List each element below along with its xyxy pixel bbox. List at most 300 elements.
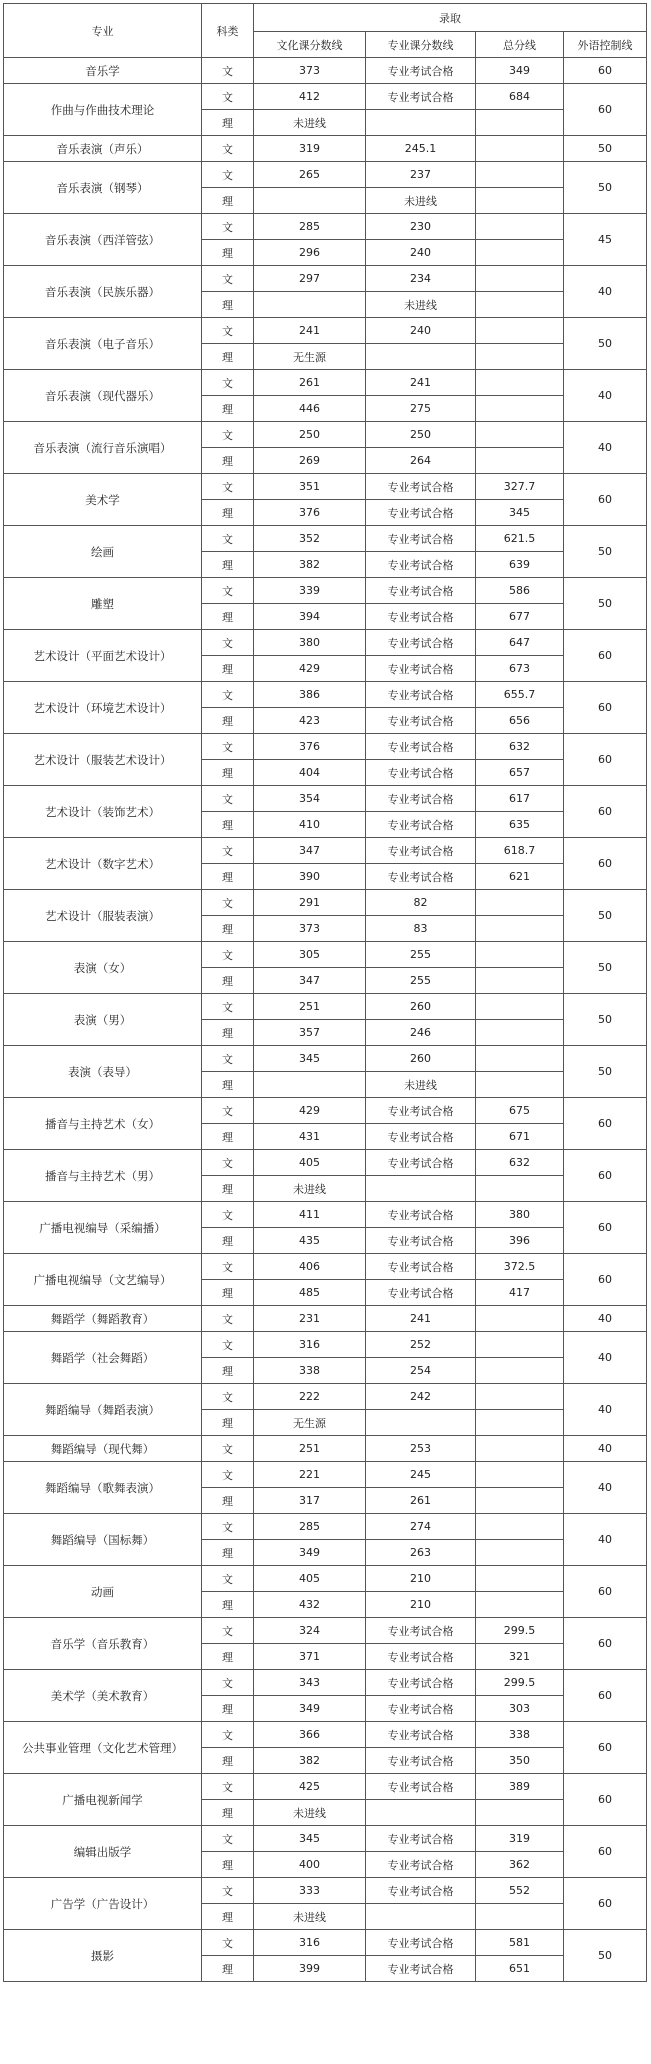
culture-score-cell: 405 — [254, 1566, 366, 1592]
category-cell: 文 — [202, 84, 254, 110]
total-score-cell — [476, 1462, 564, 1488]
culture-score-cell: 269 — [254, 448, 366, 474]
culture-score-cell — [254, 292, 366, 318]
major-name-cell: 艺术设计（服装表演） — [4, 890, 202, 942]
category-cell: 文 — [202, 1436, 254, 1462]
professional-score-cell: 未进线 — [366, 1072, 476, 1098]
category-cell: 文 — [202, 474, 254, 500]
major-name-cell: 表演（男） — [4, 994, 202, 1046]
category-cell: 文 — [202, 1566, 254, 1592]
culture-score-cell: 373 — [254, 58, 366, 84]
major-name-cell: 舞蹈学（舞蹈教育） — [4, 1306, 202, 1332]
foreign-language-line-cell: 40 — [564, 1332, 647, 1384]
category-cell: 理 — [202, 1592, 254, 1618]
culture-score-cell: 390 — [254, 864, 366, 890]
total-score-cell — [476, 422, 564, 448]
professional-score-cell: 263 — [366, 1540, 476, 1566]
professional-score-cell: 274 — [366, 1514, 476, 1540]
professional-score-cell — [366, 1904, 476, 1930]
total-score-cell: 635 — [476, 812, 564, 838]
professional-score-cell: 专业考试合格 — [366, 630, 476, 656]
professional-score-cell: 260 — [366, 1046, 476, 1072]
professional-score-cell: 未进线 — [366, 292, 476, 318]
culture-score-cell: 317 — [254, 1488, 366, 1514]
professional-score-cell: 255 — [366, 968, 476, 994]
category-cell: 文 — [202, 578, 254, 604]
category-cell: 理 — [202, 1748, 254, 1774]
table-row — [4, 84, 647, 110]
professional-score-cell: 专业考试合格 — [366, 1696, 476, 1722]
foreign-language-line-cell: 60 — [564, 1254, 647, 1306]
culture-score-cell: 297 — [254, 266, 366, 292]
culture-score-cell: 未进线 — [254, 110, 366, 136]
category-cell: 文 — [202, 1384, 254, 1410]
category-cell: 理 — [202, 448, 254, 474]
major-name-cell: 舞蹈学（社会舞蹈） — [4, 1332, 202, 1384]
culture-score-cell: 411 — [254, 1202, 366, 1228]
table-row — [4, 214, 647, 240]
category-cell: 理 — [202, 708, 254, 734]
culture-score-cell: 未进线 — [254, 1800, 366, 1826]
professional-score-cell: 专业考试合格 — [366, 1228, 476, 1254]
total-score-cell: 372.5 — [476, 1254, 564, 1280]
total-score-cell — [476, 1566, 564, 1592]
culture-score-cell: 406 — [254, 1254, 366, 1280]
total-score-cell — [476, 1020, 564, 1046]
professional-score-cell: 专业考试合格 — [366, 552, 476, 578]
major-name-cell: 广播电视编导（采编播） — [4, 1202, 202, 1254]
foreign-language-line-cell: 50 — [564, 578, 647, 630]
total-score-cell: 675 — [476, 1098, 564, 1124]
category-cell: 理 — [202, 968, 254, 994]
culture-score-cell: 222 — [254, 1384, 366, 1410]
major-name-cell: 公共事业管理（文化艺术管理） — [4, 1722, 202, 1774]
culture-score-cell: 未进线 — [254, 1904, 366, 1930]
culture-score-cell: 371 — [254, 1644, 366, 1670]
professional-score-cell: 专业考试合格 — [366, 84, 476, 110]
major-name-cell: 表演（女） — [4, 942, 202, 994]
total-score-cell — [476, 188, 564, 214]
culture-score-cell: 339 — [254, 578, 366, 604]
professional-score-cell: 专业考试合格 — [366, 1878, 476, 1904]
professional-score-cell — [366, 344, 476, 370]
category-cell: 文 — [202, 318, 254, 344]
table-row — [4, 630, 647, 656]
culture-score-cell: 305 — [254, 942, 366, 968]
table-row — [4, 786, 647, 812]
total-score-cell: 389 — [476, 1774, 564, 1800]
major-name-cell: 音乐表演（电子音乐） — [4, 318, 202, 370]
foreign-language-line-cell: 60 — [564, 682, 647, 734]
professional-score-cell: 专业考试合格 — [366, 812, 476, 838]
table-row — [4, 682, 647, 708]
table-row — [4, 578, 647, 604]
culture-score-cell: 423 — [254, 708, 366, 734]
table-row — [4, 1384, 647, 1410]
professional-score-cell: 专业考试合格 — [366, 1150, 476, 1176]
table-row — [4, 1670, 647, 1696]
category-cell: 文 — [202, 58, 254, 84]
category-cell: 文 — [202, 682, 254, 708]
total-score-cell: 303 — [476, 1696, 564, 1722]
table-row — [4, 526, 647, 552]
category-cell: 文 — [202, 1618, 254, 1644]
table-row — [4, 1202, 647, 1228]
professional-score-cell: 专业考试合格 — [366, 1644, 476, 1670]
culture-score-cell: 425 — [254, 1774, 366, 1800]
culture-score-cell: 404 — [254, 760, 366, 786]
category-cell: 文 — [202, 1150, 254, 1176]
table-row — [4, 1930, 647, 1956]
foreign-language-line-cell: 60 — [564, 786, 647, 838]
professional-score-cell: 254 — [366, 1358, 476, 1384]
category-cell: 理 — [202, 1072, 254, 1098]
total-score-cell: 621.5 — [476, 526, 564, 552]
professional-score-cell: 专业考试合格 — [366, 526, 476, 552]
professional-score-cell: 专业考试合格 — [366, 1098, 476, 1124]
culture-score-cell: 485 — [254, 1280, 366, 1306]
total-score-cell: 417 — [476, 1280, 564, 1306]
total-score-cell — [476, 1436, 564, 1462]
table-row — [4, 1826, 647, 1852]
culture-score-cell: 435 — [254, 1228, 366, 1254]
table-row — [4, 734, 647, 760]
foreign-language-line-cell: 60 — [564, 1774, 647, 1826]
major-name-cell: 美术学（美术教育） — [4, 1670, 202, 1722]
professional-score-cell: 261 — [366, 1488, 476, 1514]
total-score-cell: 651 — [476, 1956, 564, 1982]
category-cell: 理 — [202, 1124, 254, 1150]
professional-score-cell: 210 — [366, 1592, 476, 1618]
major-name-cell: 艺术设计（数字艺术） — [4, 838, 202, 890]
major-name-cell: 音乐表演（流行音乐演唱） — [4, 422, 202, 474]
major-name-cell: 美术学 — [4, 474, 202, 526]
category-cell: 文 — [202, 942, 254, 968]
culture-score-cell: 241 — [254, 318, 366, 344]
professional-score-cell: 275 — [366, 396, 476, 422]
professional-score-cell: 230 — [366, 214, 476, 240]
category-cell: 文 — [202, 890, 254, 916]
culture-score-cell: 316 — [254, 1930, 366, 1956]
culture-score-cell: 338 — [254, 1358, 366, 1384]
foreign-language-line-cell: 50 — [564, 318, 647, 370]
table-row — [4, 1566, 647, 1592]
category-cell: 理 — [202, 1800, 254, 1826]
table-row — [4, 1306, 647, 1332]
table-row — [4, 1254, 647, 1280]
category-cell: 文 — [202, 1202, 254, 1228]
header-professional-score: 专业课分数线 — [366, 32, 476, 58]
major-name-cell: 音乐学（音乐教育） — [4, 1618, 202, 1670]
professional-score-cell: 专业考试合格 — [366, 734, 476, 760]
professional-score-cell: 专业考试合格 — [366, 58, 476, 84]
total-score-cell: 677 — [476, 604, 564, 630]
professional-score-cell: 专业考试合格 — [366, 786, 476, 812]
total-score-cell: 299.5 — [476, 1618, 564, 1644]
category-cell: 文 — [202, 1254, 254, 1280]
foreign-language-line-cell: 60 — [564, 1826, 647, 1878]
professional-score-cell: 专业考试合格 — [366, 1774, 476, 1800]
foreign-language-line-cell: 60 — [564, 84, 647, 136]
total-score-cell: 671 — [476, 1124, 564, 1150]
total-score-cell: 349 — [476, 58, 564, 84]
total-score-cell — [476, 344, 564, 370]
major-name-cell: 艺术设计（服装艺术设计） — [4, 734, 202, 786]
total-score-cell: 639 — [476, 552, 564, 578]
professional-score-cell: 专业考试合格 — [366, 1280, 476, 1306]
total-score-cell — [476, 968, 564, 994]
foreign-language-line-cell: 60 — [564, 1618, 647, 1670]
professional-score-cell — [366, 1800, 476, 1826]
category-cell: 理 — [202, 1956, 254, 1982]
total-score-cell — [476, 1384, 564, 1410]
total-score-cell: 396 — [476, 1228, 564, 1254]
culture-score-cell: 291 — [254, 890, 366, 916]
culture-score-cell: 316 — [254, 1332, 366, 1358]
major-name-cell: 绘画 — [4, 526, 202, 578]
category-cell: 文 — [202, 1046, 254, 1072]
total-score-cell — [476, 1514, 564, 1540]
culture-score-cell: 347 — [254, 968, 366, 994]
professional-score-cell: 专业考试合格 — [366, 656, 476, 682]
total-score-cell: 632 — [476, 1150, 564, 1176]
professional-score-cell: 245.1 — [366, 136, 476, 162]
foreign-language-line-cell: 60 — [564, 1566, 647, 1618]
professional-score-cell: 专业考试合格 — [366, 682, 476, 708]
header-culture-score: 文化课分数线 — [254, 32, 366, 58]
culture-score-cell: 412 — [254, 84, 366, 110]
category-cell: 文 — [202, 1930, 254, 1956]
table-row — [4, 1332, 647, 1358]
culture-score-cell: 未进线 — [254, 1176, 366, 1202]
culture-score-cell: 431 — [254, 1124, 366, 1150]
category-cell: 文 — [202, 1306, 254, 1332]
foreign-language-line-cell: 50 — [564, 890, 647, 942]
foreign-language-line-cell: 40 — [564, 1462, 647, 1514]
category-cell: 文 — [202, 734, 254, 760]
table-row — [4, 136, 647, 162]
category-cell: 理 — [202, 1644, 254, 1670]
total-score-cell — [476, 292, 564, 318]
total-score-cell — [476, 994, 564, 1020]
category-cell: 文 — [202, 1878, 254, 1904]
major-name-cell: 广播电视新闻学 — [4, 1774, 202, 1826]
culture-score-cell: 347 — [254, 838, 366, 864]
table-row — [4, 474, 647, 500]
category-cell: 文 — [202, 1098, 254, 1124]
major-name-cell: 播音与主持艺术（男） — [4, 1150, 202, 1202]
culture-score-cell: 380 — [254, 630, 366, 656]
foreign-language-line-cell: 60 — [564, 1098, 647, 1150]
major-name-cell: 编辑出版学 — [4, 1826, 202, 1878]
culture-score-cell: 231 — [254, 1306, 366, 1332]
major-name-cell: 音乐学 — [4, 58, 202, 84]
total-score-cell: 684 — [476, 84, 564, 110]
professional-score-cell: 242 — [366, 1384, 476, 1410]
total-score-cell: 581 — [476, 1930, 564, 1956]
total-score-cell: 618.7 — [476, 838, 564, 864]
total-score-cell: 321 — [476, 1644, 564, 1670]
category-cell: 理 — [202, 656, 254, 682]
major-name-cell: 舞蹈编导（国标舞） — [4, 1514, 202, 1566]
culture-score-cell: 285 — [254, 1514, 366, 1540]
category-cell: 理 — [202, 1228, 254, 1254]
professional-score-cell: 专业考试合格 — [366, 1748, 476, 1774]
table-row — [4, 1436, 647, 1462]
total-score-cell: 621 — [476, 864, 564, 890]
category-cell: 理 — [202, 1176, 254, 1202]
table-row — [4, 58, 647, 84]
culture-score-cell: 351 — [254, 474, 366, 500]
total-score-cell: 327.7 — [476, 474, 564, 500]
major-name-cell: 表演（表导） — [4, 1046, 202, 1098]
total-score-cell — [476, 370, 564, 396]
professional-score-cell: 240 — [366, 318, 476, 344]
culture-score-cell: 400 — [254, 1852, 366, 1878]
category-cell: 文 — [202, 1514, 254, 1540]
professional-score-cell: 专业考试合格 — [366, 604, 476, 630]
culture-score-cell: 349 — [254, 1696, 366, 1722]
table-row — [4, 890, 647, 916]
culture-score-cell: 410 — [254, 812, 366, 838]
total-score-cell: 552 — [476, 1878, 564, 1904]
category-cell: 理 — [202, 1488, 254, 1514]
professional-score-cell: 264 — [366, 448, 476, 474]
professional-score-cell: 专业考试合格 — [366, 500, 476, 526]
table-row — [4, 994, 647, 1020]
professional-score-cell: 专业考试合格 — [366, 1670, 476, 1696]
culture-score-cell: 373 — [254, 916, 366, 942]
culture-score-cell: 382 — [254, 552, 366, 578]
professional-score-cell: 237 — [366, 162, 476, 188]
foreign-language-line-cell: 40 — [564, 1514, 647, 1566]
total-score-cell — [476, 240, 564, 266]
table-row — [4, 1462, 647, 1488]
professional-score-cell: 246 — [366, 1020, 476, 1046]
culture-score-cell: 399 — [254, 1956, 366, 1982]
total-score-cell: 673 — [476, 656, 564, 682]
major-name-cell: 舞蹈编导（歌舞表演） — [4, 1462, 202, 1514]
total-score-cell — [476, 1306, 564, 1332]
major-name-cell: 音乐表演（西洋管弦） — [4, 214, 202, 266]
total-score-cell — [476, 396, 564, 422]
professional-score-cell: 专业考试合格 — [366, 578, 476, 604]
professional-score-cell: 专业考试合格 — [366, 1826, 476, 1852]
total-score-cell: 655.7 — [476, 682, 564, 708]
culture-score-cell: 376 — [254, 500, 366, 526]
professional-score-cell: 专业考试合格 — [366, 474, 476, 500]
table-row — [4, 942, 647, 968]
table-row — [4, 1150, 647, 1176]
foreign-language-line-cell: 60 — [564, 1670, 647, 1722]
total-score-cell: 299.5 — [476, 1670, 564, 1696]
category-cell: 理 — [202, 292, 254, 318]
major-name-cell: 雕塑 — [4, 578, 202, 630]
category-cell: 理 — [202, 812, 254, 838]
table-row — [4, 1098, 647, 1124]
total-score-cell: 617 — [476, 786, 564, 812]
culture-score-cell: 345 — [254, 1046, 366, 1072]
category-cell: 文 — [202, 136, 254, 162]
professional-score-cell: 253 — [366, 1436, 476, 1462]
table-row — [4, 370, 647, 396]
culture-score-cell: 382 — [254, 1748, 366, 1774]
category-cell: 理 — [202, 240, 254, 266]
category-cell: 文 — [202, 370, 254, 396]
foreign-language-line-cell: 50 — [564, 942, 647, 994]
professional-score-cell: 专业考试合格 — [366, 760, 476, 786]
foreign-language-line-cell: 60 — [564, 58, 647, 84]
table-row — [4, 1722, 647, 1748]
major-name-cell: 舞蹈编导（现代舞） — [4, 1436, 202, 1462]
foreign-language-line-cell: 50 — [564, 136, 647, 162]
culture-score-cell: 357 — [254, 1020, 366, 1046]
culture-score-cell: 285 — [254, 214, 366, 240]
culture-score-cell: 333 — [254, 1878, 366, 1904]
total-score-cell — [476, 916, 564, 942]
category-cell: 文 — [202, 1332, 254, 1358]
major-name-cell: 广告学（广告设计） — [4, 1878, 202, 1930]
culture-score-cell: 429 — [254, 1098, 366, 1124]
foreign-language-line-cell: 60 — [564, 1202, 647, 1254]
major-name-cell: 摄影 — [4, 1930, 202, 1982]
culture-score-cell: 345 — [254, 1826, 366, 1852]
total-score-cell: 647 — [476, 630, 564, 656]
culture-score-cell: 无生源 — [254, 344, 366, 370]
total-score-cell — [476, 110, 564, 136]
professional-score-cell: 专业考试合格 — [366, 1254, 476, 1280]
total-score-cell: 586 — [476, 578, 564, 604]
professional-score-cell: 250 — [366, 422, 476, 448]
culture-score-cell: 376 — [254, 734, 366, 760]
total-score-cell — [476, 1332, 564, 1358]
category-cell: 文 — [202, 630, 254, 656]
category-cell: 理 — [202, 344, 254, 370]
category-cell: 理 — [202, 1696, 254, 1722]
total-score-cell — [476, 1540, 564, 1566]
foreign-language-line-cell: 50 — [564, 1046, 647, 1098]
total-score-cell: 380 — [476, 1202, 564, 1228]
professional-score-cell: 专业考试合格 — [366, 1618, 476, 1644]
foreign-language-line-cell: 45 — [564, 214, 647, 266]
professional-score-cell: 82 — [366, 890, 476, 916]
header-foreign-language-line: 外语控制线 — [564, 32, 647, 58]
professional-score-cell: 240 — [366, 240, 476, 266]
foreign-language-line-cell: 50 — [564, 162, 647, 214]
table-row — [4, 1514, 647, 1540]
category-cell: 理 — [202, 864, 254, 890]
total-score-cell — [476, 1072, 564, 1098]
culture-score-cell: 251 — [254, 1436, 366, 1462]
foreign-language-line-cell: 40 — [564, 1384, 647, 1436]
major-name-cell: 艺术设计（平面艺术设计） — [4, 630, 202, 682]
table-row — [4, 266, 647, 292]
major-name-cell: 播音与主持艺术（女） — [4, 1098, 202, 1150]
culture-score-cell: 349 — [254, 1540, 366, 1566]
culture-score-cell: 324 — [254, 1618, 366, 1644]
total-score-cell — [476, 1410, 564, 1436]
culture-score-cell: 250 — [254, 422, 366, 448]
professional-score-cell: 专业考试合格 — [366, 1202, 476, 1228]
total-score-cell — [476, 1046, 564, 1072]
table-row — [4, 1774, 647, 1800]
category-cell: 理 — [202, 1020, 254, 1046]
category-cell: 理 — [202, 1904, 254, 1930]
total-score-cell — [476, 1904, 564, 1930]
total-score-cell — [476, 1176, 564, 1202]
major-name-cell: 舞蹈编导（舞蹈表演） — [4, 1384, 202, 1436]
category-cell: 文 — [202, 162, 254, 188]
